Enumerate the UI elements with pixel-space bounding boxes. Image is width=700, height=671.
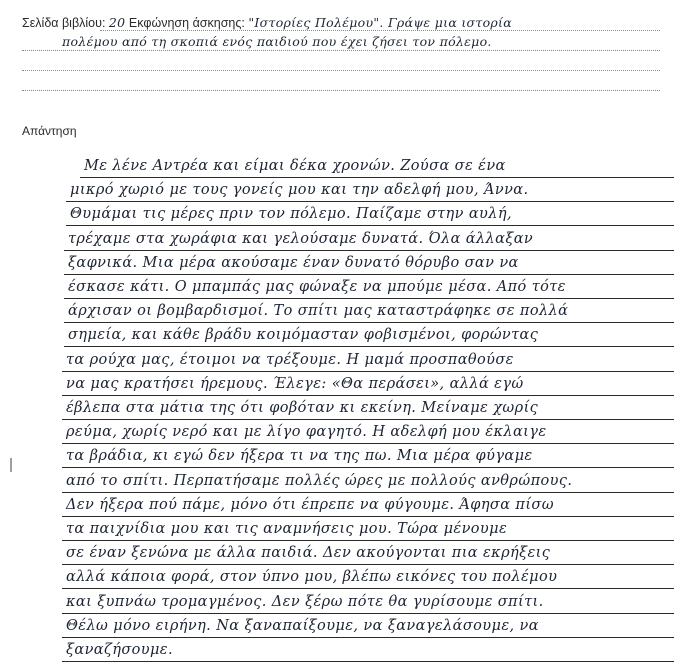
answer-line-text: Με λένε Αντρέα και είμαι δέκα χρονών. Ζούσα σε ένα: [84, 158, 506, 174]
dotted-rule: [22, 90, 660, 91]
answer-line-text: τρέχαμε στα χωράφια και γελούσαμε δυνατά. Όλα άλλαξαν: [68, 230, 534, 247]
answer-line-text: σημεία, και κάθε βράδυ κοιμόμασταν φοβισμένοι, φορώντας: [68, 327, 539, 344]
dotted-rule: [100, 30, 660, 31]
answer-line: [70, 202, 674, 226]
answer-line-text: αλλά κάποια φορά, στον ύπνο μου, βλέπω εικόνες του πολέμου: [66, 569, 558, 586]
dotted-rule: [22, 50, 660, 51]
answer-line: [66, 565, 674, 589]
answer-line: [66, 590, 674, 614]
answer-line-text: και ξυπνάω τρομαγμένος. Δεν ξέρω πότε θα γυρίσουμε σπίτι.: [66, 593, 544, 610]
answer-label: Απάντηση: [22, 124, 77, 138]
margin-mark: [10, 458, 12, 472]
dotted-rule: [22, 70, 660, 71]
answer-line: [66, 541, 674, 565]
answer-line: [66, 348, 674, 372]
exercise-label: Εκφώνηση άσκησης:: [128, 16, 245, 30]
answer-line-text: ρεύμα, χωρίς νερό και με λίγο φαγητό. Η αδελφή μου έκλαιγε: [66, 424, 547, 441]
answer-line-text: ξαφνικά. Μια μέρα ακούσαμε έναν δυνατό θόρυβο σαν να: [68, 254, 519, 271]
answer-line: [70, 178, 674, 202]
answer-line: [66, 517, 674, 541]
answer-line: [66, 372, 674, 396]
page-number-handwritten: 20: [108, 15, 126, 30]
answer-line-text: τα παιχνίδια μου και τις αναμνήσεις μου. Τώρα μένουμε: [66, 521, 508, 537]
answer-line-text: έβλεπα στα μάτια της ότι φοβόταν κι εκείνη. Μείναμε χωρίς: [66, 400, 539, 416]
answer-line-text: έσκασε κάτι. Ο μπαμπάς μας φώναξε να μπούμε μέσα. Από τότε: [68, 279, 566, 295]
answer-line: [68, 275, 674, 299]
answer-line: [66, 614, 674, 638]
answer-line-text: από το σπίτι. Περπατήσαμε πολλές ώρες με πολλούς ανθρώπους.: [66, 472, 573, 489]
answer-line: [68, 227, 674, 251]
answer-line: [66, 396, 674, 420]
answer-line-text: μικρό χωριό με τους γονείς μου και την αδελφή μου, Άννα.: [70, 182, 529, 199]
answer-line: [66, 444, 674, 468]
answer-line: [66, 638, 674, 662]
answer-line-text: ξαναζήσουμε.: [66, 642, 173, 658]
answer-line: [66, 420, 674, 444]
answer-line-text: άρχισαν οι βομβαρδισμοί. Το σπίτι μας καταστράφηκε σε πολλά: [68, 303, 569, 320]
answer-line-text: να μας κρατήσει ήρεμους. Έλεγε: «Θα περάσει», αλλά εγώ: [66, 375, 524, 392]
page-label: Σελίδα βιβλίου:: [22, 16, 106, 30]
answer-line: [84, 154, 674, 178]
answer-line-text: τα βράδια, κι εγώ δεν ήξερα τι να της πω. Μια μέρα φύγαμε: [66, 448, 533, 465]
answer-line-text: Θέλω μόνο ειρήνη. Να ξαναπαίξουμε, να ξαναγελάσουμε, να: [66, 617, 539, 634]
exercise-text-handwritten-cont: πολέμου από τη σκοπιά ενός παιδιού που έχει ζήσει τον πόλεμο.: [62, 34, 492, 49]
answer-line-text: τα ρούχα μας, έτοιμοι να τρέξουμε. Η μαμά προσπαθούσε: [66, 351, 514, 368]
answer-line: [68, 323, 674, 347]
answer-line-text: Δεν ήξερα πού πάμε, μόνο ότι έπρεπε να φύγουμε. Άφησα πίσω: [66, 496, 554, 513]
answer-line: [68, 251, 674, 275]
answer-line-text: σε έναν ξενώνα με άλλα παιδιά. Δεν ακούγονται πια εκρήξεις: [66, 545, 551, 562]
exercise-text-handwritten: "Ιστορίες Πολέμου". Γράψε μια ιστορία: [248, 15, 513, 30]
answer-line-text: Θυμάμαι τις μέρες πριν τον πόλεμο. Παίζαμε στην αυλή,: [70, 206, 512, 223]
answer-line: [66, 469, 674, 493]
answer-line-rule: [62, 661, 674, 662]
answer-line: [66, 493, 674, 517]
answer-line: [68, 299, 674, 323]
